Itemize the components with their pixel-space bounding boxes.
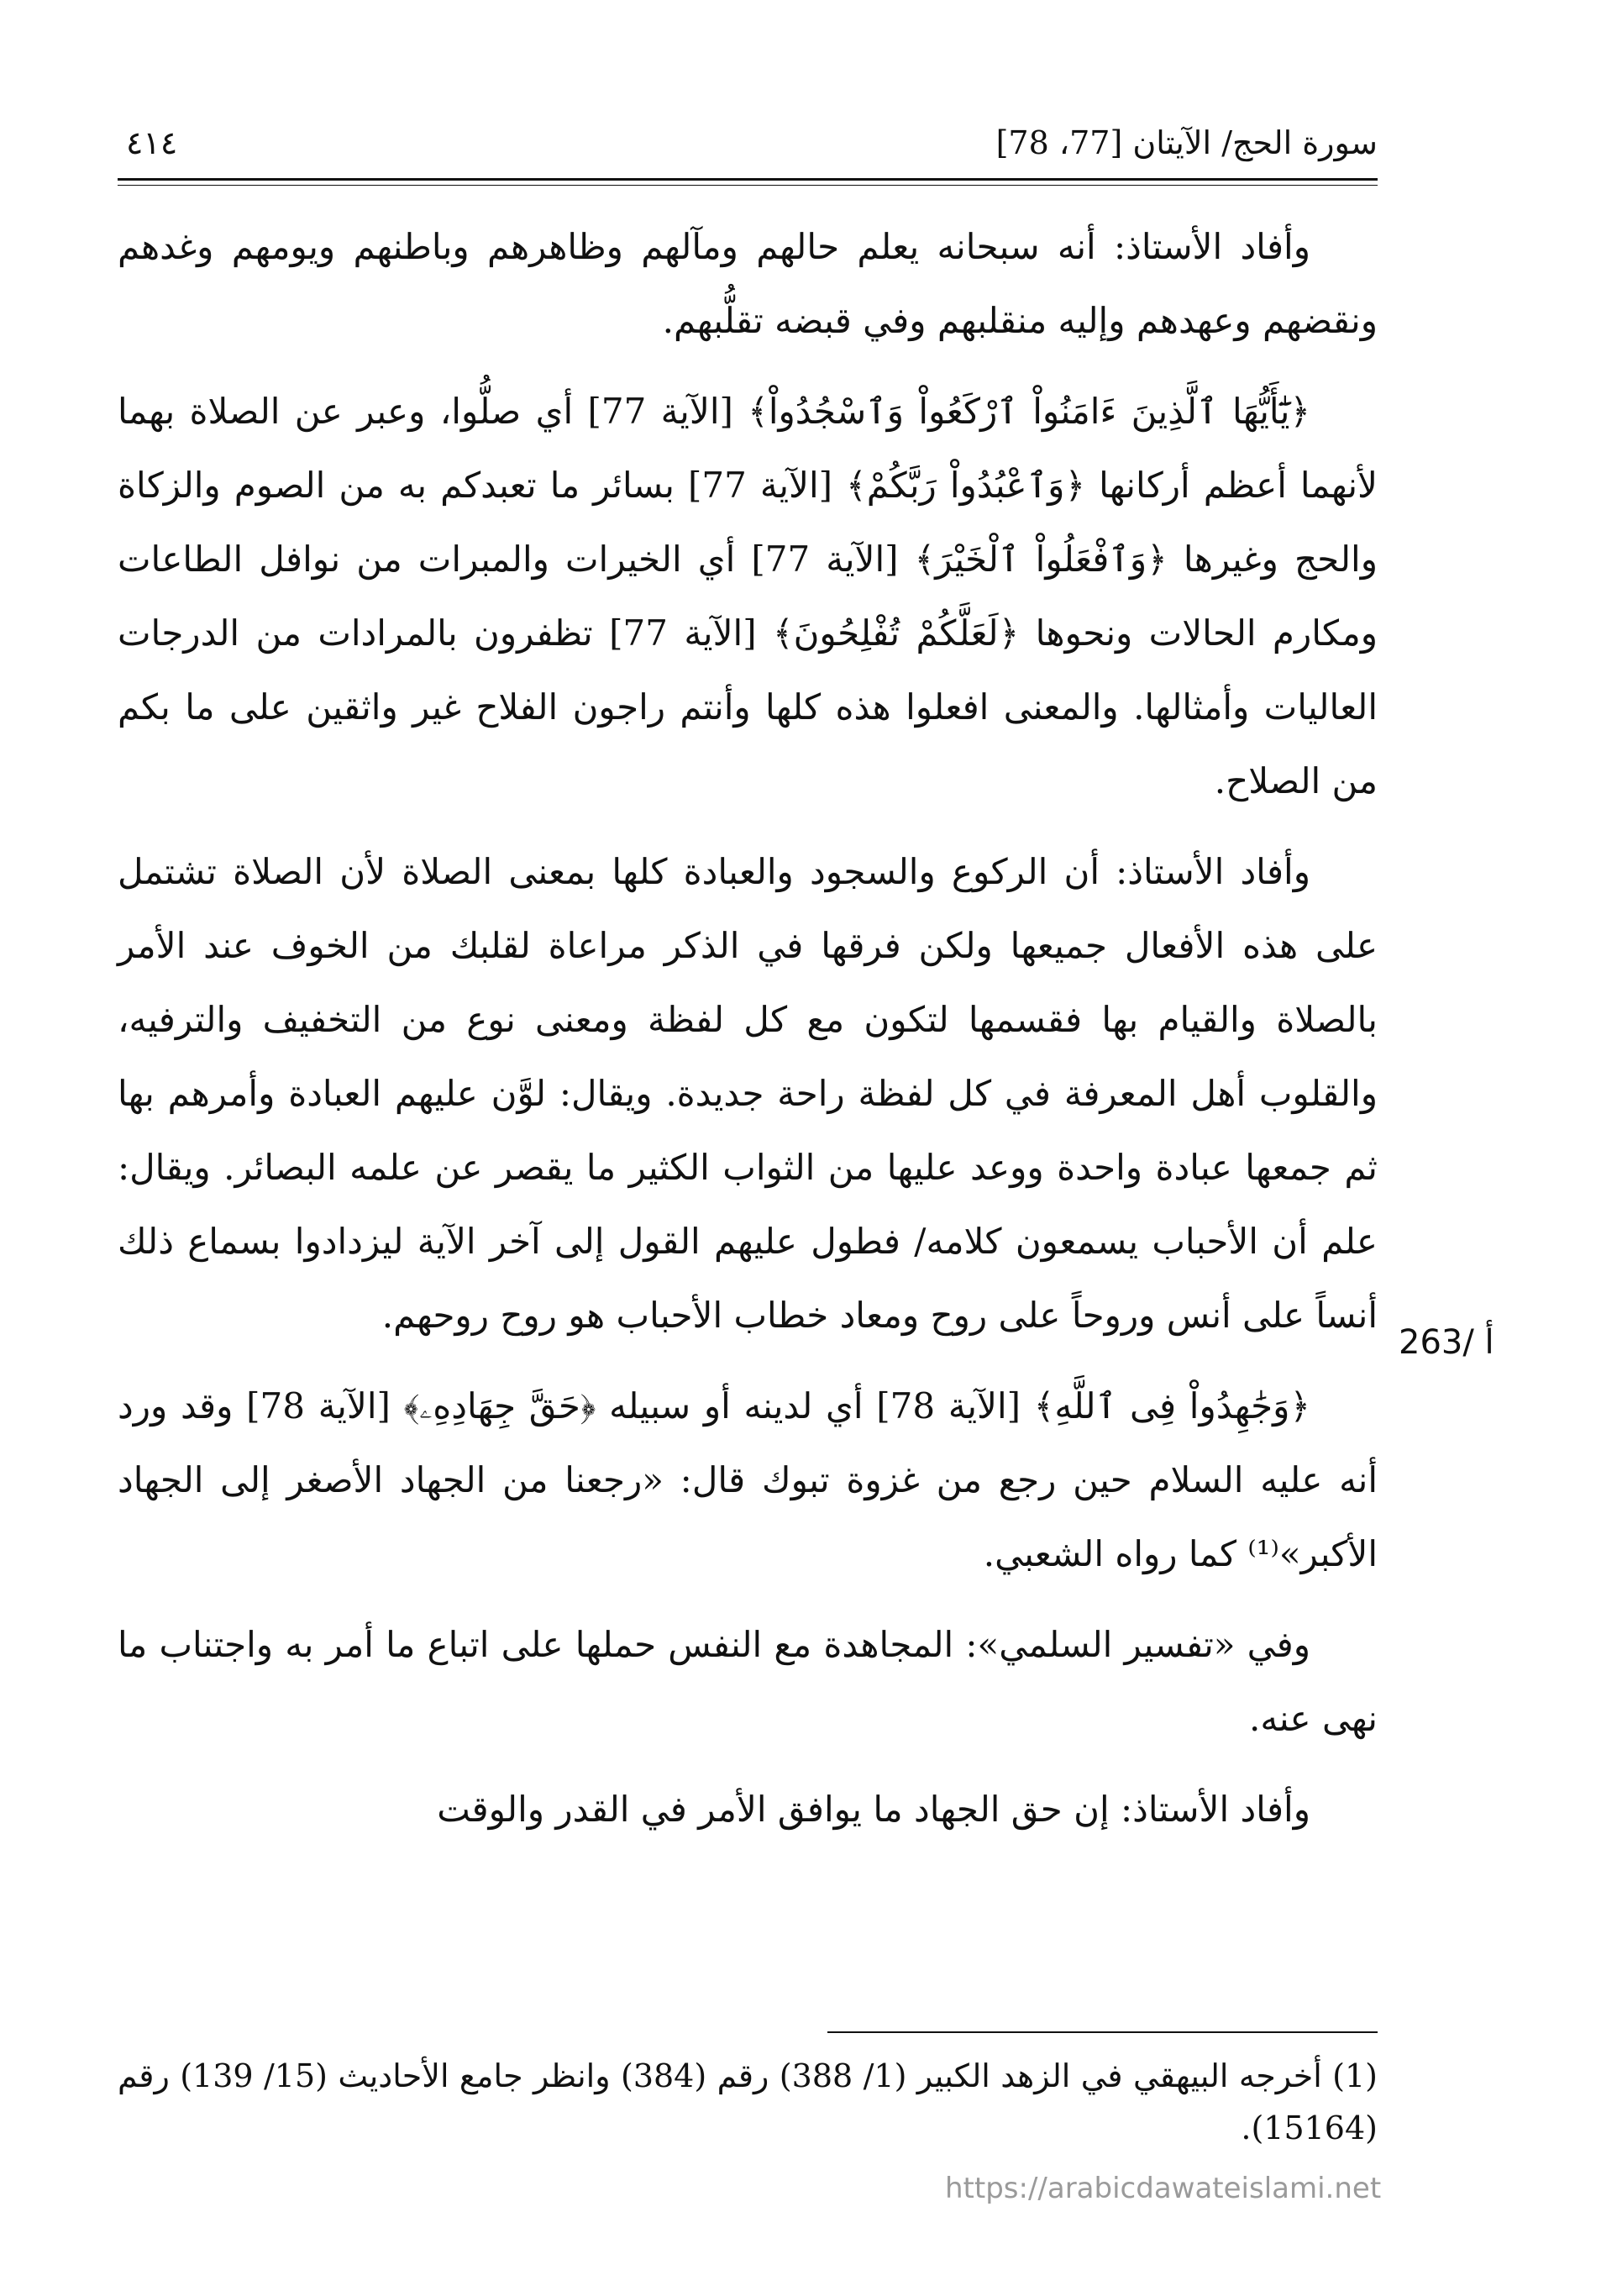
paragraph: وأفاد الأستاذ: أن الركوع والسجود والعبادة كلها بمعنى الصلاة لأن الصلاة تشتمل على هذه الأفعال جميعها ولكن فرقها في الذكر مراعاة لقلبك من الخوف عند الأمر بالصلاة والقيام بها فقسمها لتكون مع كل لفظة ومعنى نوع من التخفيف والترفيه، والقلوب أهل المعرفة في كل لفظة راحة جديدة. ويقال: لوَّن عليهم العبادة وأمرهم بها ثم جمعها عبادة واحدة ووعد عليها من الثواب الكثير ما يقصر عن علمه البصائر. ويقال: علم أن الأحباب يسمعون كلامه/ فطول عليهم القول إلى آخر الآية ليزدادوا بسماع ذلك أنساً على أنس وروحاً على روح ومعاد خطاب الأحباب هو روح روحهم. [118, 851, 1378, 1336]
paragraph: ﴿وَجَٰهِدُواْ فِى ٱللَّهِ﴾ [الآية 78] أي لدينه أو سبيله ﴿حَقَّ جِهَادِهِۦ﴾ [الآية 78] وقد ورد أنه عليه السلام حين رجع من غزوة تبوك قال: «رجعنا من الجهاد الأصغر إلى الجهاد الأكبر»⁽¹⁾ كما رواه الشعبي. [118, 1385, 1378, 1574]
footnote: (1) أخرجه البيهقي في الزهد الكبير (1/ 388) رقم (384) وانظر جامع الأحاديث (15/ 139) رقم (15164). [118, 2057, 1378, 2146]
paragraph: وأفاد الأستاذ: أنه سبحانه يعلم حالهم ومآلهم وظاهرهم وباطنهم ويومهم وغدهم ونقضهم وعهدهم وإليه منقلبهم وفي قبضه تقلُّبهم. [118, 226, 1378, 341]
paragraph: وفي «تفسير السلمي»: المجاهدة مع النفس حملها على اتباع ما أمر به واجتناب ما نهى عنه. [118, 1624, 1378, 1739]
header-rule [118, 178, 1378, 181]
page-number: ٤١٤ [126, 124, 178, 161]
manuscript-folio-note: 263/ أ [1399, 1323, 1494, 1362]
paragraph: ﴿يَٰٓأَيُّهَا ٱلَّذِينَ ءَامَنُواْ ٱرْكَعُواْ وَٱسْجُدُواْ﴾ [الآية 77] أي صلُّوا، وعبر عن الصلاة بهما لأنهما أعظم أركانها ﴿وَٱعْبُدُواْ رَبَّكُمْ﴾ [الآية 77] بسائر ما تعبدكم به من الصوم والزكاة والحج وغيرها ﴿وَٱفْعَلُواْ ٱلْخَيْرَ﴾ [الآية 77] أي الخيرات والمبرات من نوافل الطاعات ومكارم الحالات ونحوها ﴿لَعَلَّكُمْ تُفْلِحُونَ﴾ [الآية 77] تظفرون بالمرادات من الدرجات العاليات وأمثالها. والمعنى افعلوا هذه كلها وأنتم راجون الفلاح غير واثقين على ما بكم من الصلاح. [118, 391, 1378, 801]
header-title: سورة الحج/ الآيتان [77، 78] [995, 124, 1378, 161]
main-text [118, 210, 1378, 1863]
paragraph: وأفاد الأستاذ: إن حق الجهاد ما يوافق الأمر في القدر والوقت [437, 1789, 1310, 1830]
header-rule-thin [118, 185, 1378, 186]
footnote-rule [827, 2031, 1378, 2033]
page-header [126, 118, 1378, 168]
watermark-url: https://arabicdawateislami.net [945, 2172, 1382, 2205]
